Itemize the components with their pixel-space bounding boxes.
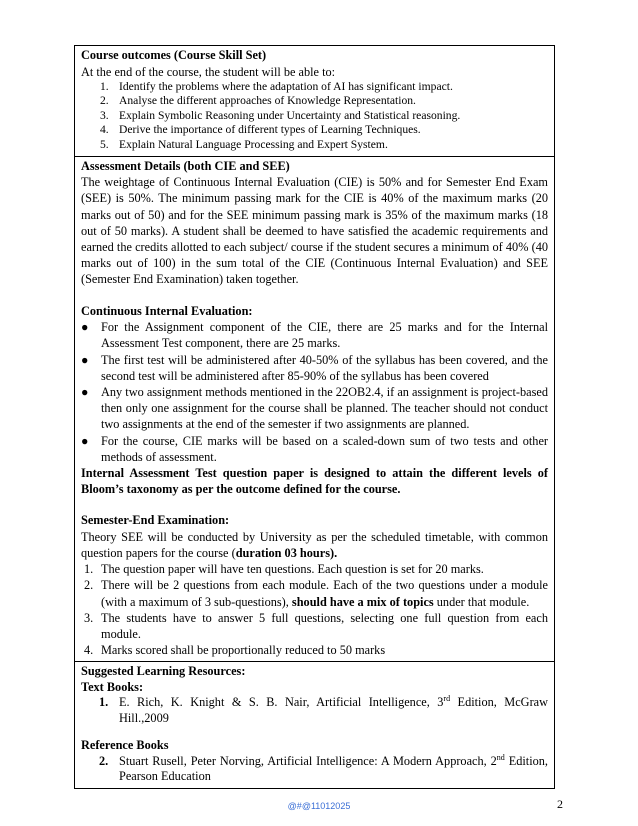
- course-outcomes-section: [75, 46, 554, 157]
- footer-code: @#@11012025: [287, 801, 351, 811]
- list-item: 2. There will be 2 questions from each module. Each of the two questions under a module (with a maximum of 3 sub-questions), should have a mix of topics under that module.: [84, 578, 548, 609]
- bullet-icon: ●: [81, 320, 89, 335]
- list-item: 2. Analyse the different approaches of Knowledge Representation.: [100, 94, 416, 108]
- course-outcomes-title: Course outcomes (Course Skill Set): [81, 48, 267, 62]
- list-item: ● The first test will be administered after 40-50% of the syllabus has been covered, and the second test will be administered after 85-90% of the syllabus has been covered: [81, 352, 548, 383]
- bullet-icon: ●: [81, 352, 89, 367]
- resources-section: [75, 662, 554, 788]
- page-number: 2: [557, 797, 563, 811]
- bullet-icon: ●: [81, 384, 89, 399]
- document-table: [74, 45, 555, 789]
- text-book-item: 1. E. Rich, K. Knight & S. B. Nair, Artificial Intelligence, 3rd Edition, McGraw Hill.,2009: [99, 694, 548, 725]
- assessment-title: Assessment Details (both CIE and SEE): [81, 158, 290, 173]
- resources-title: Suggested Learning Resources:: [81, 664, 246, 679]
- see-list: [81, 561, 548, 658]
- cie-bullet-list: [81, 319, 548, 465]
- reference-book-item: 2. Stuart Rusell, Peter Norving, Artificial Intelligence: A Modern Approach, 2nd Edition, Pearson Education: [99, 752, 548, 784]
- bullet-icon: ●: [81, 433, 89, 448]
- see-intro: Theory SEE will be conducted by University as per the scheduled timetable, with common question papers for the course (duration 03 hours).: [81, 529, 548, 561]
- list-item: 1. The question paper will have ten questions. Each question is set for 20 marks.: [84, 562, 484, 577]
- course-outcomes-list: [81, 80, 548, 153]
- assessment-paragraph: The weightage of Continuous Internal Evaluation (CIE) is 50% and for Semester End Exam (SEE) is 50%. The minimum passing mark for the CIE is 40% of the maximum marks (20 marks out of 50) and for the SEE minimum passing mark is 35% of the maximum marks (18 out of 50 marks). A student shall be deemed to have satisfied the academic requirements and earned the credits allotted to each subject/ course if the student secures a minimum of 40% (40 marks out of 100) in the sum total of the CIE (Continuous Internal Evaluation) and SEE (Semester End Examination) taken together.: [81, 175, 548, 287]
- list-item: 3. Explain Symbolic Reasoning under Uncertainty and Statistical reasoning.: [100, 108, 461, 122]
- list-item: 5. Explain Natural Language Processing and Expert System.: [100, 138, 388, 152]
- text-books-title: Text Books:: [81, 679, 144, 694]
- list-item: 3. The students have to answer 5 full questions, selecting one full question from each module.: [84, 610, 548, 642]
- list-item: ● For the Assignment component of the CIE, there are 25 marks and for the Internal Assessment Test component, there are 25 marks.: [81, 320, 548, 351]
- list-item: 4. Derive the importance of different types of Learning Techniques.: [100, 123, 421, 137]
- list-item: ● Any two assignment methods mentioned in the 22OB2.4, if an assignment is project-based then only one assignment for the course shall be planned. The teacher should not conduct two assignments at the end of the semester if two assignments are planned.: [81, 384, 548, 432]
- list-item: ● For the course, CIE marks will be based on a scaled-down sum of two tests and other methods of assessment.: [81, 433, 548, 464]
- list-item: 4. Marks scored shall be proportionally reduced to 50 marks: [84, 643, 386, 658]
- assessment-section: [75, 157, 554, 663]
- see-title: Semester-End Examination:: [81, 513, 230, 528]
- iat-note: Internal Assessment Test question paper is designed to attain the different levels of Bloom’s taxonomy as per the outcome defined for the course.: [81, 465, 548, 497]
- reference-books-title: Reference Books: [81, 738, 169, 753]
- cie-title: Continuous Internal Evaluation:: [81, 303, 253, 318]
- list-item: 1. Identify the problems where the adaptation of AI has significant impact.: [100, 79, 453, 93]
- course-outcomes-intro: At the end of the course, the student will be able to:: [81, 64, 336, 79]
